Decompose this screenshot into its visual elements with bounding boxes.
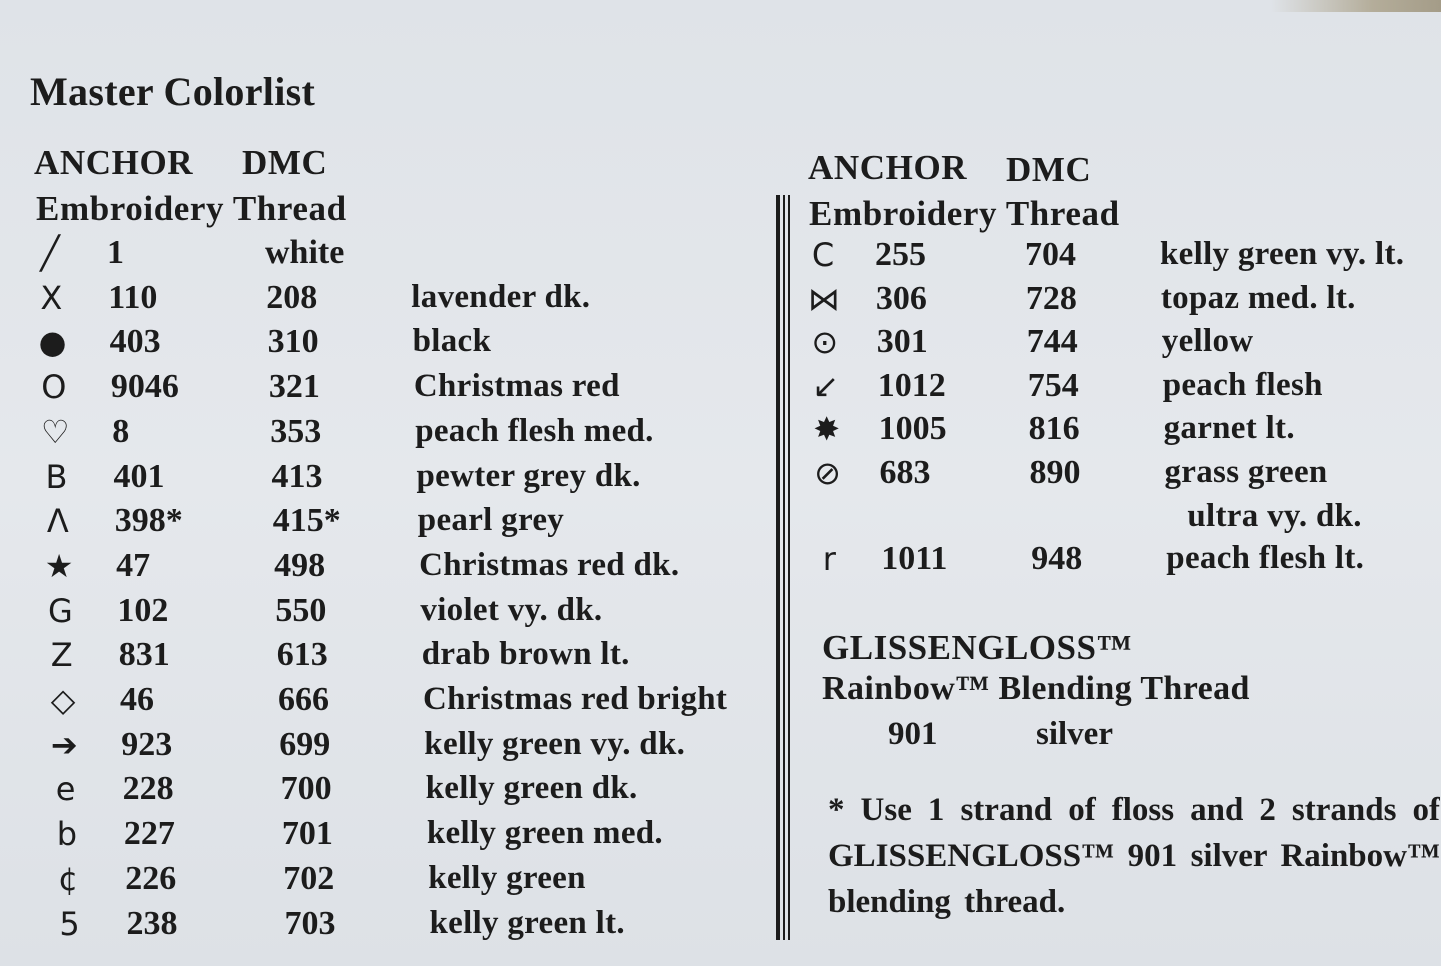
color-symbol: Λ — [46, 502, 69, 541]
color-name: grass green — [1164, 454, 1328, 490]
color-name: kelly green — [428, 859, 586, 896]
color-symbol: ⊘ — [814, 454, 841, 492]
color-name: topaz med. lt. — [1160, 280, 1356, 316]
dmc-number: 704 — [1025, 236, 1076, 273]
dmc-number: 666 — [278, 681, 329, 718]
anchor-number: 255 — [875, 236, 926, 273]
color-name: kelly green vy. dk. — [424, 725, 686, 762]
glissengloss-color: silver — [1036, 716, 1113, 752]
anchor-number: 226 — [125, 859, 177, 897]
color-name: pewter grey dk. — [416, 457, 641, 494]
color-symbol: X — [40, 278, 63, 317]
left-header-anchor: ANCHOR — [34, 143, 194, 182]
color-name: kelly green dk. — [425, 770, 638, 807]
color-symbol: ● — [38, 323, 67, 362]
color-name: yellow — [1161, 323, 1254, 359]
color-symbol: 5 — [59, 904, 80, 943]
color-symbol: ♡ — [40, 412, 70, 451]
color-symbol: ⋈ — [807, 280, 840, 318]
dmc-number: 744 — [1026, 323, 1078, 360]
dmc-number: 353 — [270, 412, 322, 450]
page-title: Master Colorlist — [30, 69, 316, 114]
color-symbol: G — [47, 591, 73, 630]
color-name: kelly green med. — [426, 815, 663, 852]
color-symbol: C — [811, 236, 835, 274]
color-symbol: ↙ — [812, 367, 840, 405]
anchor-number: 301 — [876, 323, 928, 360]
dmc-number: 613 — [276, 636, 328, 674]
dmc-number: 728 — [1025, 280, 1077, 317]
color-name: peach flesh med. — [415, 412, 654, 449]
color-symbol: ★ — [44, 546, 74, 585]
anchor-number: 923 — [121, 725, 173, 763]
color-symbol: ➔ — [50, 725, 78, 764]
anchor-number: 9046 — [110, 368, 179, 406]
color-name: lavender dk. — [411, 278, 591, 315]
color-name: drab brown lt. — [421, 636, 630, 673]
dmc-number: 208 — [266, 278, 318, 316]
color-symbol: b — [56, 815, 78, 854]
dmc-number: 321 — [268, 368, 320, 406]
anchor-number: 228 — [122, 770, 174, 808]
anchor-number: 1012 — [877, 367, 946, 404]
dmc-number: 550 — [275, 591, 327, 629]
anchor-number: 102 — [117, 591, 169, 629]
dmc-number: 702 — [283, 859, 335, 897]
dmc-number: 413 — [271, 457, 323, 495]
left-header-thread: Embroidery Thread — [36, 189, 347, 228]
color-symbol: O — [41, 368, 67, 407]
dmc-number: 890 — [1029, 454, 1081, 491]
color-name: pearl grey — [417, 502, 565, 539]
anchor-number: 683 — [879, 454, 931, 491]
anchor-number: 398* — [114, 502, 183, 540]
anchor-number: 8 — [112, 412, 130, 450]
anchor-number: 306 — [875, 280, 927, 317]
color-symbol: ⊙ — [811, 323, 839, 361]
anchor-number: 110 — [108, 278, 158, 316]
right-header-dmc: DMC — [1006, 150, 1092, 189]
anchor-number: 1 — [107, 234, 124, 271]
color-symbol: ◇ — [50, 681, 76, 719]
anchor-number: 46 — [120, 681, 154, 718]
glissengloss-number: 901 — [888, 716, 938, 752]
color-name: garnet lt. — [1163, 410, 1295, 446]
dmc-number: 700 — [280, 770, 332, 808]
anchor-number: 238 — [126, 904, 178, 942]
color-symbol: ¢ — [58, 859, 79, 898]
dmc-number: 703 — [284, 904, 336, 942]
color-symbol: B — [45, 457, 68, 496]
dmc-number: 948 — [1031, 540, 1083, 577]
footnote: * Use 1 strand of floss and 2 strands of GLISSENGLOSS™ 901 silver Rainbow™ blending thread. — [828, 792, 1440, 920]
right-header-anchor: ANCHOR — [808, 148, 968, 187]
glissengloss-title: GLISSENGLOSS™ — [822, 628, 1132, 667]
dmc-number: 498 — [274, 546, 326, 584]
glissengloss-subtitle: Rainbow™ Blending Thread — [822, 670, 1250, 707]
column-divider — [776, 195, 790, 940]
dmc-number: 701 — [281, 815, 333, 853]
right-header-thread: Embroidery Thread — [809, 194, 1120, 233]
color-name: kelly green lt. — [429, 904, 625, 941]
color-name: Christmas red dk. — [419, 546, 680, 583]
color-name: kelly green vy. lt. — [1160, 236, 1405, 272]
color-name: Christmas red bright — [423, 681, 728, 717]
left-header-dmc: DMC — [242, 143, 328, 182]
dmc-number: 816 — [1028, 410, 1080, 447]
background-corner — [1271, 0, 1441, 12]
dmc-number: 415* — [272, 502, 341, 540]
color-symbol: ╱ — [40, 234, 60, 272]
color-name: ultra vy. dk. — [1187, 498, 1362, 534]
anchor-number: 47 — [116, 546, 151, 584]
dmc-number: white — [265, 234, 345, 271]
anchor-number: 1005 — [878, 410, 947, 447]
anchor-number: 403 — [109, 323, 161, 361]
color-name: Christmas red — [413, 368, 620, 405]
color-name: black — [412, 323, 492, 360]
dmc-number: 754 — [1027, 367, 1079, 404]
color-name: peach flesh lt. — [1166, 540, 1365, 576]
anchor-number: 831 — [118, 636, 170, 674]
color-name: violet vy. dk. — [420, 591, 603, 628]
anchor-number: 401 — [113, 457, 165, 495]
dmc-number: 699 — [279, 725, 331, 763]
color-symbol: r — [822, 540, 836, 578]
color-symbol: e — [55, 770, 76, 809]
dmc-number: 310 — [267, 323, 319, 361]
color-name: peach flesh — [1162, 367, 1323, 403]
color-symbol: Z — [50, 636, 73, 675]
anchor-number: 227 — [123, 815, 175, 853]
color-symbol: ✸ — [813, 410, 840, 448]
anchor-number: 1011 — [881, 540, 948, 577]
